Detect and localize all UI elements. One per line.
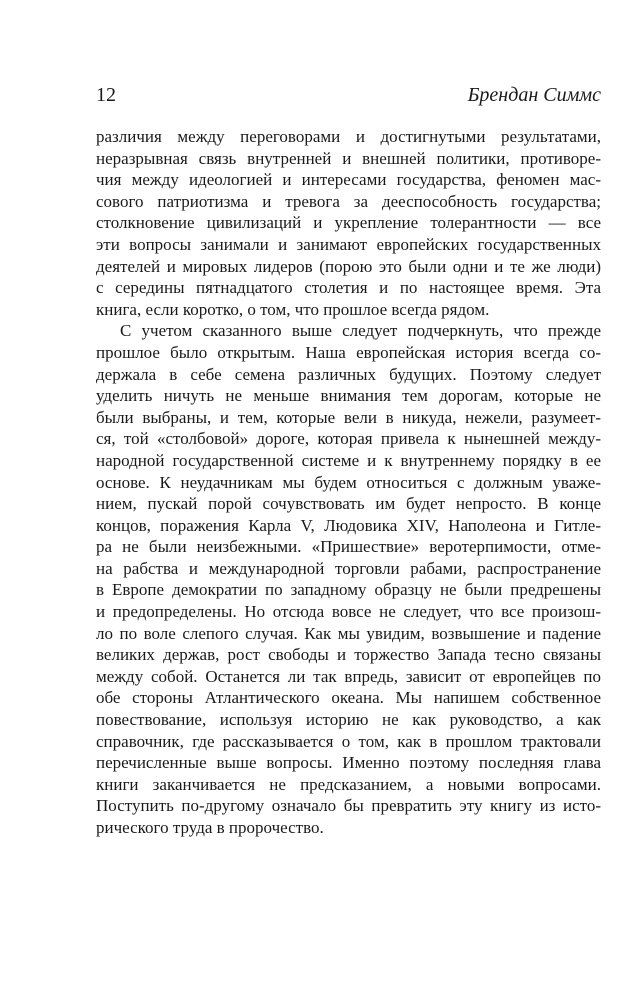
text-line: нием, пускай порой сочувствовать им будет непросто. В конце — [96, 494, 601, 514]
text-line: деятелей и мировых лидеров (порою это были одни и те же люди) — [96, 256, 601, 276]
text-line: ло по воле слепого случая. Как мы увидим, возвышение и падение — [96, 623, 601, 643]
text-line: были выбраны, и тем, которые вели в никуда, нежели, разумеет- — [96, 407, 601, 427]
text-line: концов, поражения Карла V, Людовика XIV, Наполеона и Гитле- — [96, 515, 601, 535]
text-line: справочник, где рассказывается о том, как в прошлом трактовали — [96, 731, 601, 751]
text-line: в Европе демократии по западному образцу не были предрешены — [96, 580, 601, 600]
body-text — [96, 126, 601, 839]
text-line: рического труда в пророчество. — [96, 818, 324, 837]
text-line: прошлое было открытым. Наша европейская история всегда со- — [96, 342, 601, 362]
text-line: с середины пятнадцатого столетия и по настоящее время. Эта — [96, 278, 601, 298]
text-line: великих держав, рост свободы и торжество Запада тесно связаны — [96, 645, 601, 665]
text-line: обе стороны Атлантического океана. Мы напишем собственное — [96, 688, 601, 708]
running-title: Брендан Симмс — [467, 84, 601, 106]
text-line: различия между переговорами и достигнутыми результатами, — [96, 127, 601, 146]
text-line: народной государственной системе и к внутреннему порядку в ее — [96, 450, 601, 470]
text-line: книги заканчивается не предсказанием, а новыми вопросами. — [96, 774, 601, 794]
text-line: эти вопросы занимали и занимают европейских государственных — [96, 234, 601, 254]
text-line: Поступить по-другому означало бы превратить эту книгу из исто- — [96, 796, 601, 816]
text-line: между собой. Останется ли так впредь, зависит от европейцев по — [96, 666, 601, 686]
text-line: ся, той «столбовой» дороге, которая привела к нынешней между- — [96, 429, 601, 449]
running-head — [96, 82, 601, 108]
text-line: чия между идеологией и интересами государства, феномен мас- — [96, 170, 601, 190]
text-line: на рабства и международной торговли рабами, распространение — [96, 558, 601, 578]
text-line: перечисленные выше вопросы. Именно поэтому последняя глава — [96, 753, 601, 773]
text-line: неразрывная связь внутренней и внешней политики, противоре- — [96, 148, 601, 168]
text-line: держала в себе семена различных будущих. Поэтому следует — [96, 364, 601, 384]
text-line: столкновение цивилизаций и укрепление толерантности — все — [96, 213, 601, 233]
text-line: книга, если коротко, о том, что прошлое всегда рядом. — [96, 299, 490, 319]
text-line: уделить ничуть не меньше внимания тем дорогам, которые не — [96, 386, 601, 406]
page-number: 12 — [96, 84, 116, 106]
text-line: и предопределены. Но отсюда вовсе не следует, что все произош- — [96, 602, 601, 622]
text-line: повествование, используя историю не как руководство, а как — [96, 710, 601, 730]
text-line: основе. К неудачникам мы будем относиться с должным уваже- — [96, 472, 601, 492]
text-line: ра не были неизбежными. «Пришествие» веротерпимости, отме- — [96, 537, 601, 557]
paragraph-start-line: С учетом сказанного выше следует подчеркнуть, что прежде — [120, 321, 601, 341]
text-line: сового патриотизма и тревога за дееспособность государства; — [96, 191, 601, 211]
